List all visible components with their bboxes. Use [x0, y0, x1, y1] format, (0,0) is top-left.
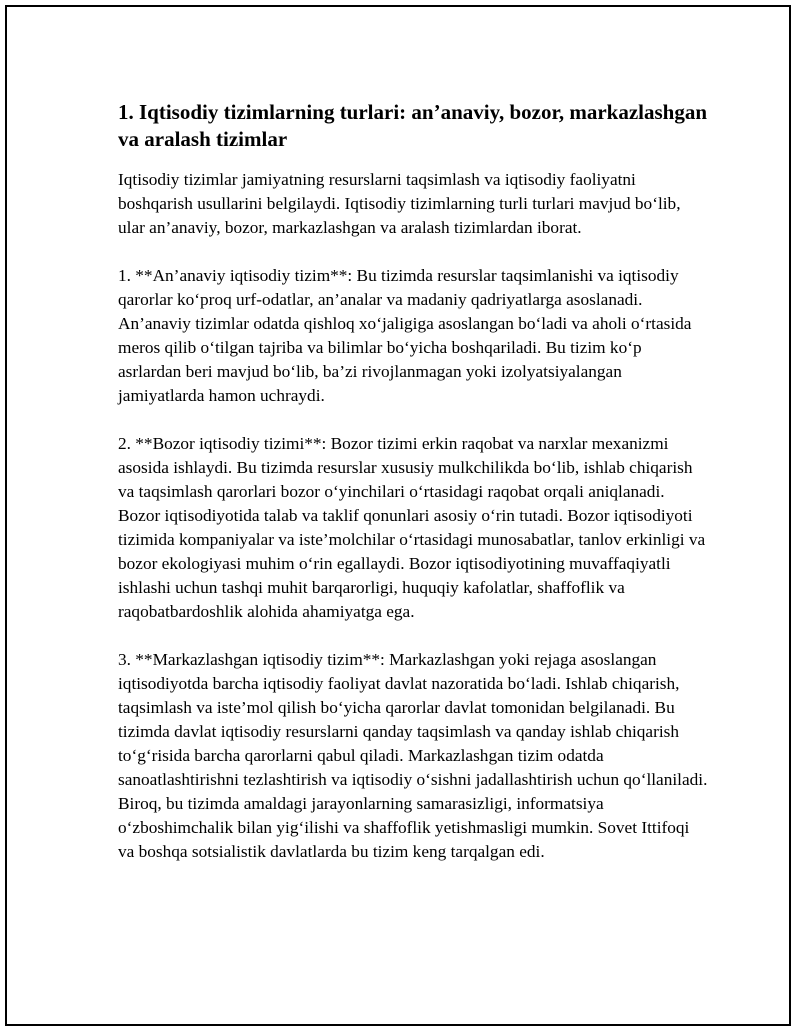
intro-paragraph: Iqtisodiy tizimlar jamiyatning resurslarni taqsimlash va iqtisodiy faoliyatni boshqarish usullarini belgilaydi. Iqtisodiy tizimlarning turli turlari mavjud bo‘lib, ular an’anaviy, bozor, markazlashgan va aralash tizimlardan iborat. [118, 170, 681, 237]
market-system-paragraph: 2. **Bozor iqtisodiy tizimi**: Bozor tizimi erkin raqobat va narxlar mexanizmi asosida ishlaydi. Bu tizimda resurslar xususiy mulkchilikda bo‘lib, ishlab chiqarish va taqsimlash qarorlari bozor o‘yinchilari o‘rtasidagi raqobat orqali aniqlanadi. Bozor iqtisodiyotida talab va taklif qonunlari asosiy o‘rin tutadi. Bozor iqtisodiyoti tizimida kompaniyalar va iste’molchilar o‘rtasidagi munosabatlar, tanlov erkinligi va bozor ekologiyasi muhim o‘rin egallaydi. Bozor iqtisodiyotining muvaffaqiyatli ishlashi uchun tashqi muhit barqarorligi, huquqiy kafolatlar, shaffoflik va raqobatbardoshlik alohida ahamiyatga ega. [118, 434, 706, 621]
section-heading: 1. Iqtisodiy tizimlarning turlari: an’anaviy, bozor, markazlashgan va aralash tizimlar [118, 100, 708, 151]
traditional-system-paragraph: 1. **An’anaviy iqtisodiy tizim**: Bu tizimda resurslar taqsimlanishi va iqtisodiy qarorlar ko‘proq urf-odatlar, an’analar va madaniy qadriyatlarga asoslanadi. An’anaviy tizimlar odatda qishloq xo‘jaligiga asoslangan bo‘ladi va aholi o‘rtasida meros qilib o‘tilgan tajriba va bilimlar bo‘yicha boshqariladi. Bu tizim ko‘p asrlardan beri mavjud bo‘lib, ba’zi rivojlanmagan yoki izolyatsiyalangan jamiyatlarda hamon uchraydi. [118, 266, 692, 405]
document-body [118, 99, 708, 888]
centralized-system-paragraph: 3. **Markazlashgan iqtisodiy tizim**: Markazlashgan yoki rejaga asoslangan iqtisodiyotda barcha iqtisodiy faoliyat davlat nazoratida bo‘ladi. Ishlab chiqarish, taqsimlash va iste’mol qilish bo‘yicha qarorlar davlat tomonidan belgilanadi. Bu tizimda davlat iqtisodiy resurslarni qanday taqsimlash va qanday ishlab chiqarish to‘g‘risida barcha qarorlarni qabul qiladi. Markazlashgan tizim odatda sanoatlashtirishni tezlashtirish va iqtisodiy o‘sishni jadallashtirish uchun qo‘llaniladi. Biroq, bu tizimda amaldagi jarayonlarning samarasizligi, informatsiya o‘zboshimchalik bilan yig‘ilishi va shaffoflik yetishmasligi mumkin. Sovet Ittifoqi va boshqa sotsialistik davlatlarda bu tizim keng tarqalgan edi. [118, 650, 708, 861]
page-frame [5, 5, 791, 1026]
